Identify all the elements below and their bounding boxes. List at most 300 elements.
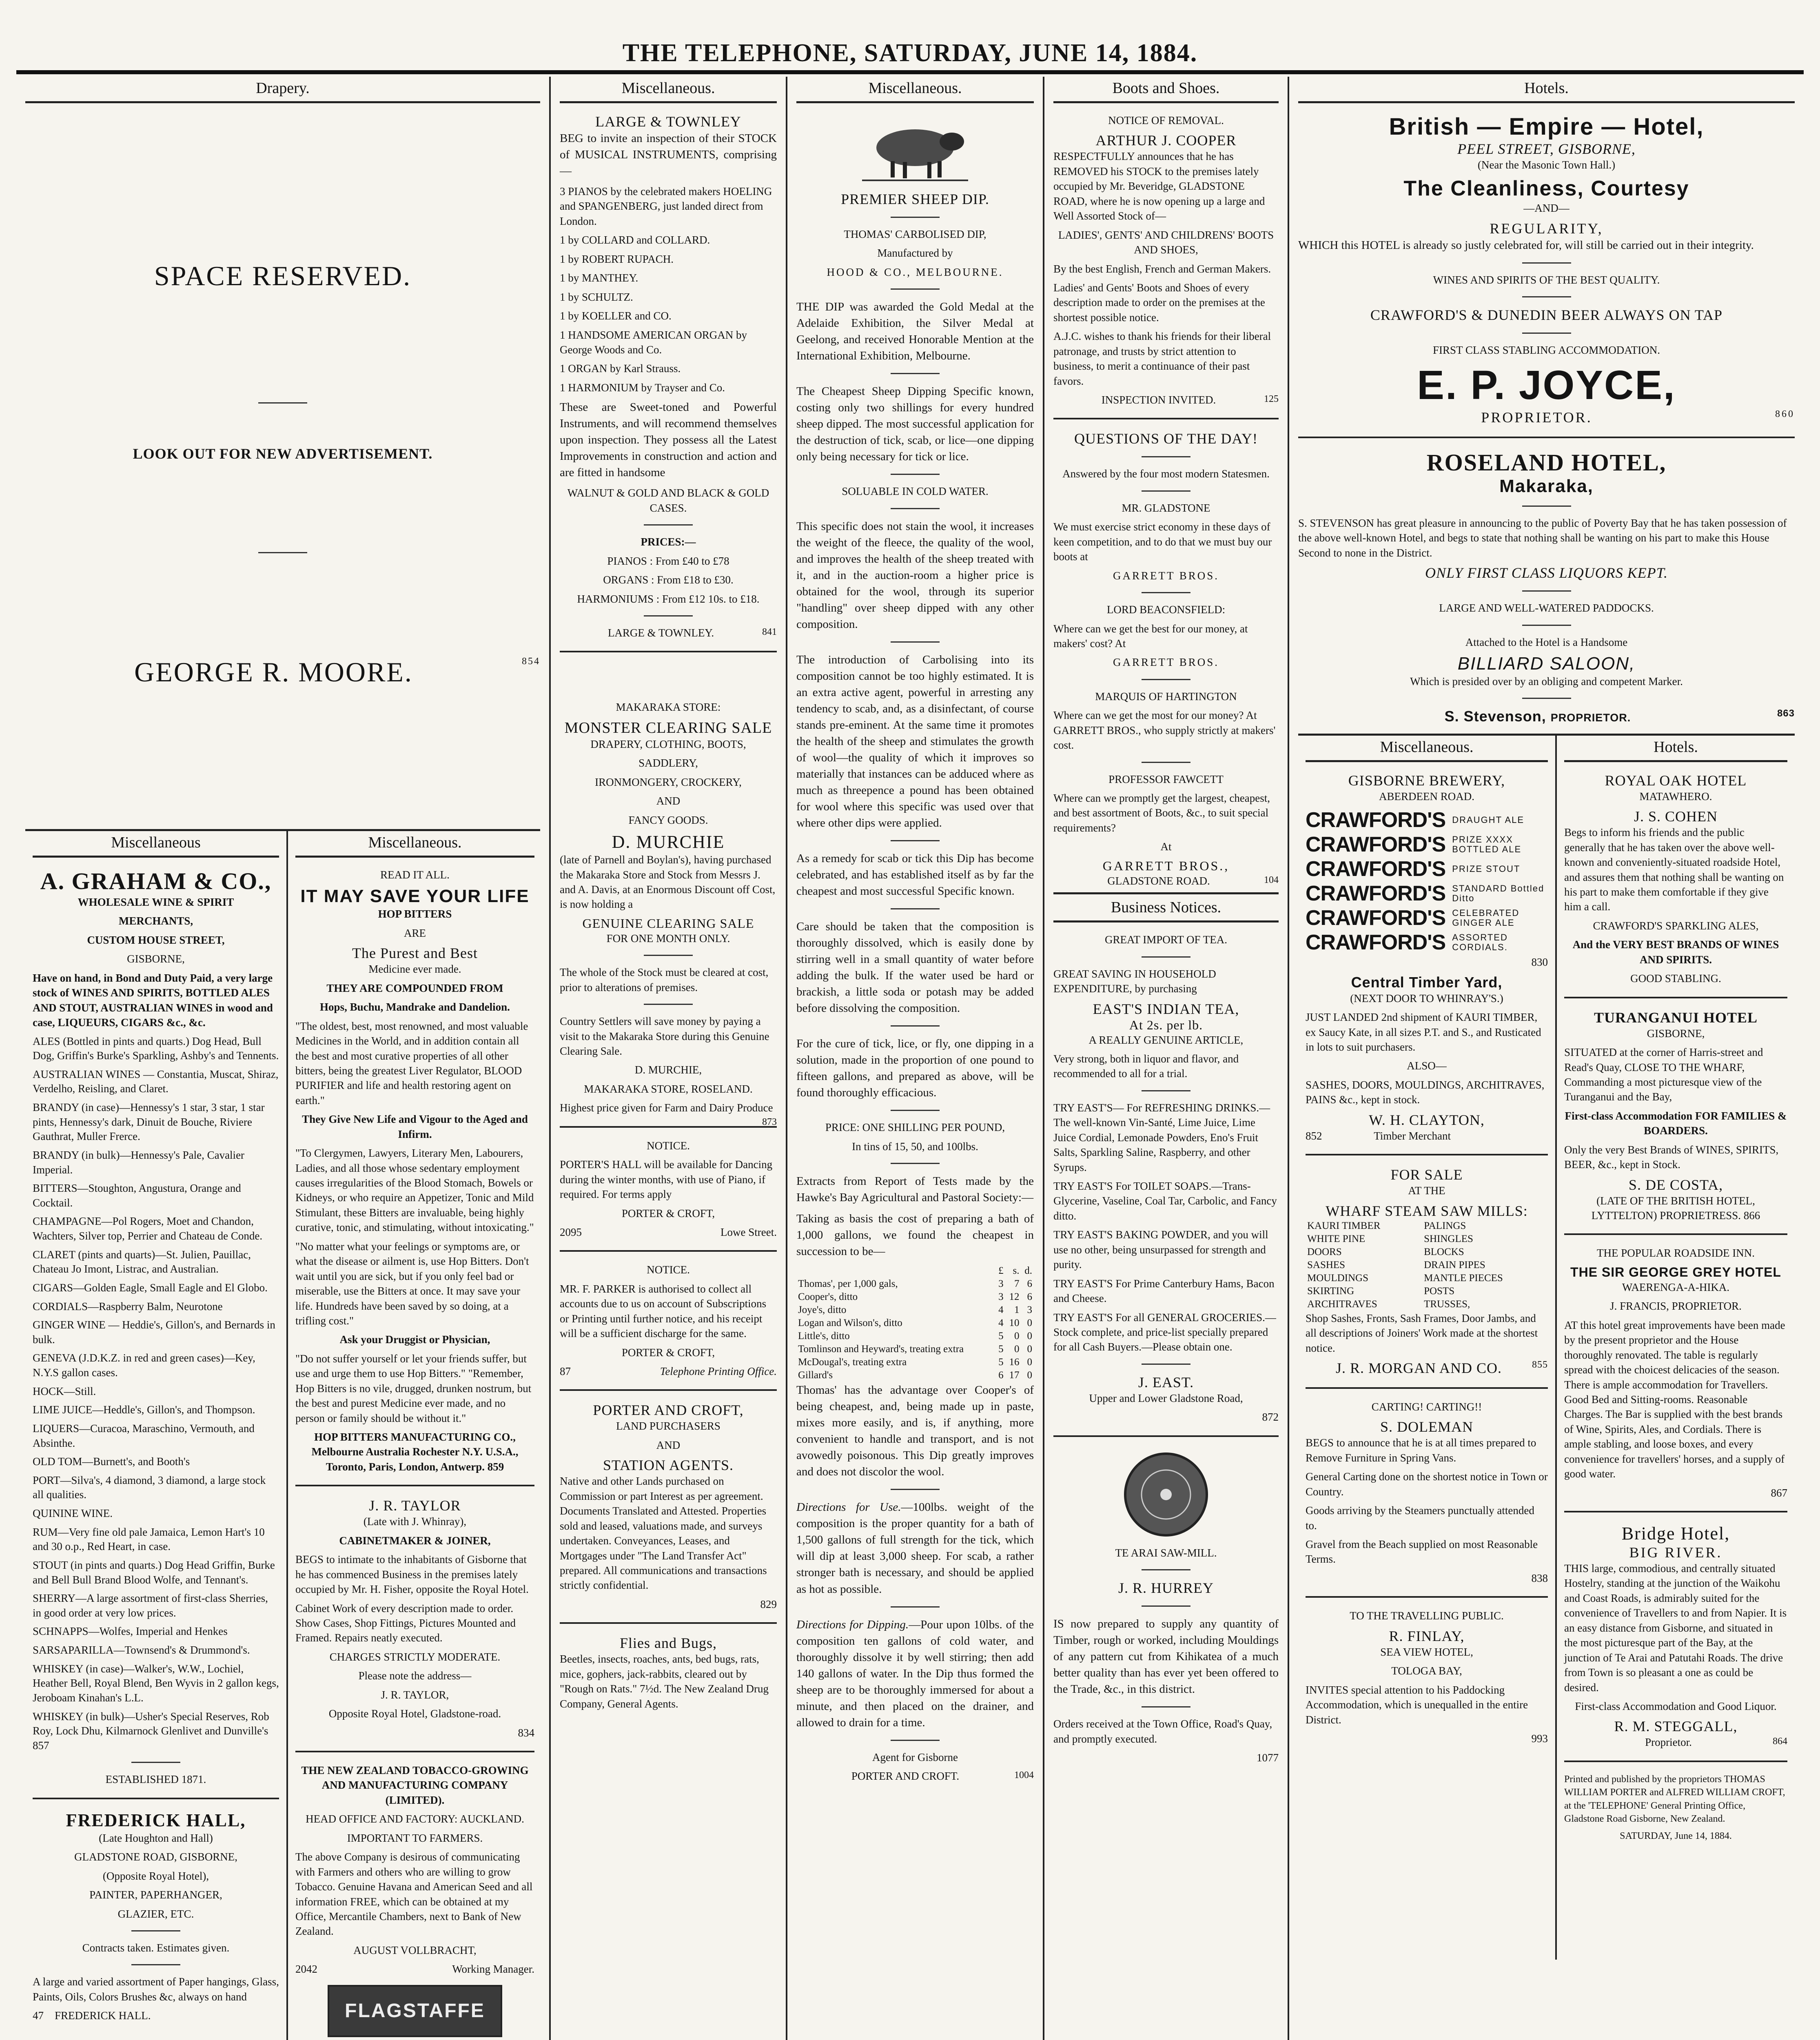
pc-num: 829 (760, 1598, 777, 1610)
divider (1522, 590, 1571, 592)
royal-oak-wines: And the VERY BEST BRANDS OF WINES AND SPIRITS. (1572, 938, 1779, 966)
table-cell: Logan and Wilson's, ditto (798, 1317, 902, 1329)
space-reserved: SPACE RESERVED. (154, 260, 412, 291)
divider (1306, 1154, 1548, 1155)
lt-item: 1 by SCHULTZ. (560, 290, 633, 303)
fh-contracts: Contracts taken. Estimates given. (82, 1942, 230, 1954)
hurrey-orders: Orders received at the Town Office, Road's Quay, and promptly executed. (1053, 1718, 1272, 1745)
monster-sale: MONSTER CLEARING SALE (564, 719, 772, 736)
graham-item: CHAMPAGNE—Pol Rogers, Moet and Chandon, Wachters, Silver top, Perrier and Chateau de Conde. (33, 1215, 263, 1242)
graham-item: CORDIALS—Raspberry Balm, Neurotone (33, 1300, 223, 1313)
be-street: PEEL STREET, GISBORNE, (1457, 141, 1636, 157)
cooper-goods: LADIES', GENTS' AND CHILDRENS' BOOTS AND SHOES, (1058, 228, 1274, 256)
divider (1564, 1233, 1787, 1235)
table-row (1306, 1285, 1548, 1298)
graham-item: GENEVA (J.D.K.Z. in red and green cases)—Key, N.Y.S gallon cases. (33, 1352, 255, 1379)
be-regularity: REGULARITY, (1490, 220, 1603, 237)
carting-name: S. DOLEMAN (1380, 1419, 1473, 1435)
divider (891, 840, 940, 841)
tobacco-important: IMPORTANT TO FARMERS. (347, 1832, 483, 1844)
lt-item: 1 by MANTHEY. (560, 272, 638, 284)
graham-item: QUININE WINE. (33, 1507, 113, 1519)
hop-sub: Hops, Buchu, Mandrake and Dandelion. (320, 1001, 510, 1013)
table-row (796, 1369, 1034, 1382)
brewery-rows (1306, 808, 1548, 955)
taylor-text: BEGS to intimate to the inhabitants of Gisborne that he has commenced Business in the premises lately occupied by Mr. H. Fisher, opposite the Royal Hotel. (295, 1553, 529, 1596)
bridge-place: BIG RIVER. (1629, 1544, 1722, 1561)
brewery-brand: CRAWFORD'S (1306, 882, 1446, 906)
hop-sub: Medicine ever made. (368, 963, 461, 976)
table-row (796, 1291, 1034, 1304)
table-cell: ARCHITRAVES (1307, 1298, 1377, 1310)
divider (891, 641, 940, 643)
royal-oak-name: J. S. COHEN (1634, 808, 1718, 825)
graham-item: BITTERS—Stoughton, Angustura, Orange and Cocktail. (33, 1182, 241, 1209)
table-cell: Thomas', per 1,000 gals, (798, 1278, 898, 1290)
pc-sub: AND (656, 1439, 681, 1451)
notice1-sign: PORTER & CROFT, (621, 1207, 715, 1220)
subcol-graham (25, 831, 286, 2040)
table-cell: 0 (1027, 1357, 1032, 1368)
hotels-subcolumns (1298, 734, 1795, 1960)
table-cell: 6 (1027, 1291, 1032, 1303)
graham-item: STOUT (in pints and quarts.) Dog Head Griffin, Burke and Bell Bull Brand Blood Wolfe, and Tennant's. (33, 1559, 275, 1586)
brewery-road: ABERDEEN ROAD. (1379, 790, 1474, 803)
taylor-addr: Please note the address— (358, 1670, 472, 1682)
section-header-drapery: Drapery. (25, 77, 540, 103)
carting-text: BEGS to announce that he is at all times prepared to Remove Furniture in Spring Vans. (1306, 1437, 1536, 1464)
table-cell: SASHES (1307, 1259, 1346, 1271)
graham-item: HOCK—Still. (33, 1385, 96, 1397)
qd-text: Where can we promptly get the largest, cheapest, and best assortment of Boots, &c., to suit special requirements? (1053, 792, 1270, 834)
tobacco-sign2: 2042 Working Manager. (295, 1963, 534, 1976)
divider (1142, 956, 1190, 958)
one-month: FOR ONE MONTH ONLY. (606, 932, 730, 945)
table-cell: TRUSSES, (1424, 1298, 1470, 1310)
table-cell: 0 (1027, 1344, 1032, 1355)
be-and: —AND— (1523, 202, 1570, 215)
grey-num: 867 (1771, 1486, 1787, 1499)
graham-item: RUM—Very fine old pale Jamaica, Lemon Hart's 10 and 30 o.p., Red Heart, in case. (33, 1526, 265, 1553)
fh-line: (Opposite Royal Hotel), (102, 1869, 209, 1882)
east-item: TRY EAST'S BAKING POWDER, and you will use no other, being unsurpassed for strength and purity. (1053, 1228, 1268, 1271)
timber-merchant: 852 Timber Merchant (1306, 1129, 1451, 1142)
table-cell: 5 (998, 1357, 1004, 1368)
porter-croft-title: PORTER AND CROFT, (593, 1402, 744, 1419)
qd-at: At (1160, 840, 1172, 853)
section-header-misc-3: Miscellaneous. (796, 77, 1034, 103)
roseland-text: S. STEVENSON has great pleasure in announcing to the public of Poverty Bay that he has taken possession of the above well-known Hotel, and begs to state that nothing shall be wanting on his part to make this House Second to none in the District. (1298, 517, 1787, 559)
divider (1142, 592, 1190, 593)
graham-sub: GISBORNE, (127, 953, 185, 965)
table-cell: 0 (1014, 1344, 1020, 1355)
sheep-sub: Manufactured by (877, 247, 953, 259)
divider (560, 1622, 777, 1624)
royal-oak-text: Begs to inform his friends and the public generally that he has taken over the above well-known and conveniently-situated roadside Hotel, and assures them that nothing shall be wanting on his part to make them comfortable if they give him a call. (1564, 826, 1784, 913)
divider (891, 1110, 940, 1111)
fh-line: (Late Houghton and Hall) (99, 1832, 213, 1844)
makaraka-store: MAKARAKA STORE: (616, 701, 721, 714)
divider (891, 508, 940, 509)
divider (131, 1964, 180, 1965)
bridge-title: Bridge Hotel, (1621, 1523, 1730, 1544)
taylor-text: Cabinet Work of every description made to order. Show Cases, Shop Fittings, Pictures Mounted and Framed. Repairs neatly executed. (295, 1602, 516, 1644)
lt-prices-head: PRICES:— (641, 536, 696, 548)
hop-quote: "The oldest, best, most renowned, and most valuable Medicines in the World, and in addition contain all the best and most curative properties of all other bitters, being the greatest Liver Regulator, BLOOD PURIFIER and life and health restoring agent on earth." (295, 1020, 528, 1106)
bridge-text: THIS large, commodious, and centrally situated Hostelry, standing at the junction of the Waikohu and Coast Roads, is admirably suited for the convenience of Travellers to and from Napier. It is an easy distance from Gisborne, and situated in the most picturesque part of the Bay, at the junction of Te Arai and Patutahi Roads. The drive from Town is so pleasant a one as could be desired. (1564, 1562, 1787, 1694)
be-text: WHICH this HOTEL is already so justly celebrated for, will still be carried out in their integrity. (1298, 238, 1754, 252)
masthead-rule (16, 70, 1804, 74)
graham-list (33, 1034, 279, 1753)
notice2-head: NOTICE. (647, 1264, 690, 1276)
hurrey-text: IS now prepared to supply any quantity of Timber, rough or worked, including Mouldings of any pattern cut from Kihikatea of a much better quality than has ever yet been offered to the Trade, &c., in this district. (1053, 1617, 1279, 1696)
mk-good: FANCY GOODS. (628, 814, 708, 826)
tea-text: GREAT SAVING IN HOUSEHOLD EXPENDITURE, by purchasing (1053, 967, 1216, 995)
sheep-cost-table (796, 1264, 1034, 1382)
table-cell: 0 (1027, 1330, 1032, 1342)
finlay-text: INVITES special attention to his Paddocking Accommodation, which is unequalled in the entire District. (1306, 1683, 1528, 1726)
sheep-p: The introduction of Carbolising into its composition cannot be too highly estimated. It is an extra active agent, powerful in arresting any tendency to scab, and, as a disinfectant, of course stands pre-eminent. At the same time it promotes the health of the sheep and stimulates the growth of wool—the quality of which it improves so materially that instances can be adduced where as much as threepence a pound has been obtained for wool where this specific was used over that where other dips were applied. (796, 653, 1034, 830)
divider (1142, 456, 1190, 457)
divider (295, 1485, 534, 1486)
notice-removal: NOTICE OF REMOVAL. (1108, 114, 1224, 126)
frederick-hall-title: FREDERICK HALL, (66, 1810, 246, 1830)
table-row (1306, 1298, 1548, 1311)
turanganui-sign: S. DE COSTA, (1628, 1176, 1723, 1193)
sheep-soluble: SOLUABLE IN COLD WATER. (842, 485, 989, 498)
fh-line: GLADSTONE ROAD, GISBORNE, (74, 1851, 238, 1863)
pc-sub: LAND PURCHASERS (616, 1420, 720, 1432)
tea-import: GREAT IMPORT OF TEA. (1105, 934, 1227, 946)
turanganui-place: GISBORNE, (1647, 1027, 1705, 1040)
column-drapery (16, 77, 551, 2040)
roseland-place: Makaraka, (1499, 476, 1594, 496)
brewery-brand: CRAWFORD'S (1306, 808, 1446, 832)
notice1-sign2: 2095 Lowe Street. (560, 1226, 777, 1238)
sheep-p: Taking as basis the cost of preparing a bath of 1,000 gallons, we found the cheapest in succession to be— (796, 1212, 1034, 1258)
hop-headline: IT MAY SAVE YOUR LIFE (300, 886, 530, 907)
qd-text: Where can we get the best for our money, at makers' cost? At (1053, 622, 1248, 650)
brewery-product: ASSORTED CORDIALS. (1452, 932, 1508, 953)
murchie-sign: D. MURCHIE, (634, 1064, 702, 1076)
section-header-boots: Boots and Shoes. (1053, 77, 1279, 103)
divider (1142, 490, 1190, 492)
table-cell: 4 (998, 1304, 1004, 1316)
divider (644, 955, 693, 956)
table-cell: Gillard's (798, 1370, 833, 1381)
mk-good: SADDLERY, (638, 757, 698, 769)
hurrey-num: 1077 (1257, 1752, 1279, 1764)
sheep-sub: HOOD & CO., MELBOURNE. (827, 266, 1004, 278)
section-header-hotels-2: Hotels. (1564, 736, 1787, 762)
divider (258, 552, 307, 553)
divider (131, 1762, 180, 1763)
table-row (796, 1343, 1034, 1356)
grey-place: WAERENGA-A-HIKA. (1622, 1281, 1730, 1293)
carting-num: 838 (1531, 1572, 1548, 1584)
taylor-charges: CHARGES STRICTLY MODERATE. (329, 1650, 501, 1663)
graham-item: WHISKEY (in bulk)—Usher's Special Reserves, Rob Roy, Lock Dhu, Kilmarnock Glenlivet and Dunville's 857 (33, 1710, 269, 1752)
lt-price: PIANOS : From £40 to £78 (607, 554, 729, 567)
cooper-text: Ladies' and Gents' Boots and Shoes of every description made to order on the premises at the shortest possible notice. (1053, 281, 1265, 324)
be-wines: WINES AND SPIRITS OF THE BEST QUALITY. (1433, 273, 1660, 286)
roseland-liquors: ONLY FIRST CLASS LIQUORS KEPT. (1425, 565, 1668, 581)
divider (1142, 1605, 1190, 1607)
east-item: TRY EAST'S— For REFRESHING DRINKS.—The well-known Vin-Santé, Lime Juice, Lime Juice Cordial, Lemonade Powders, Eno's Fruit Salts, Sparkling Saline, Raspberry, and other Syrups. (1053, 1101, 1270, 1173)
be-prop: PROPRIETOR. 860 (1481, 408, 1795, 426)
graham-item: AUSTRALIAN WINES — Constantia, Muscat, Shiraz, Verdelho, Reisling, and Claret. (33, 1068, 279, 1095)
section-header-misc-5: Miscellaneous. (1306, 736, 1548, 762)
timber-text: JUST LANDED 2nd shipment of KAURI TIMBER, ex Saucy Kate, in all sizes P.T. and S., and Rusticated in lots to suit purchasers. (1306, 1011, 1541, 1053)
mk-good: DRAPERY, CLOTHING, BOOTS, (590, 738, 746, 750)
notice2-sign2: 87 Telephone Printing Office. (560, 1365, 777, 1377)
be-cleanliness: The Cleanliness, Courtesy (1403, 177, 1689, 201)
tobacco-sign: AUGUST VOLLBRACHT, (353, 1944, 477, 1956)
divider (1522, 296, 1571, 297)
sheep-agent: Agent for Gisborne (872, 1751, 958, 1763)
lt-sign: LARGE & TOWNLEY. 841 (607, 627, 777, 639)
east-addr: Upper and Lower Gladstone Road, (1089, 1392, 1243, 1404)
divider (1522, 333, 1571, 334)
be-near: (Near the Masonic Town Hall.) (1477, 159, 1616, 171)
east-num: 872 (1262, 1411, 1279, 1424)
table-row (796, 1304, 1034, 1317)
notice1-text: PORTER'S HALL will be available for Dancing during the winter months, with use of Piano, if required. For terms apply (560, 1158, 773, 1201)
timber-text2: SASHES, DOORS, MOULDINGS, ARCHITRAVES, PAINS &c., kept in stock. (1306, 1078, 1545, 1106)
bridge-sign: R. M. STEGGALL, (1614, 1718, 1738, 1735)
lt-price: HARMONIUMS : From £12 10s. to £18. (577, 592, 760, 605)
brewery-product: STANDARD Bottled Ditto (1452, 883, 1545, 904)
divider (1522, 262, 1571, 264)
divider (1306, 1387, 1548, 1389)
table-header-cell: d. (1024, 1265, 1032, 1277)
table-cell: 7 (1014, 1278, 1020, 1290)
column-boots (1044, 77, 1289, 2040)
sheep-icon (854, 113, 976, 186)
table-cell: Little's, ditto (798, 1330, 850, 1342)
brewery-brand: CRAWFORD'S (1306, 833, 1446, 857)
divider (891, 1163, 940, 1164)
lt-intro: BEG to invite an inspection of their STOCK of MUSICAL INSTRUMENTS, comprising— (560, 132, 777, 178)
table-cell: 0 (1027, 1370, 1032, 1381)
sheep-price: PRICE: ONE SHILLING PER POUND, (825, 1121, 1005, 1134)
table-cell: WHITE PINE (1307, 1233, 1366, 1244)
divider (891, 1606, 940, 1608)
tobacco-title: THE NEW ZEALAND TOBACCO-GROWING AND MANUFACTURING COMPANY (LIMITED). (301, 1764, 529, 1806)
divider (891, 288, 940, 290)
divider (1142, 1090, 1190, 1091)
table-cell: 5 (998, 1330, 1004, 1342)
sheep-dip-title: PREMIER SHEEP DIP. (841, 191, 989, 207)
section-header-misc-a: Miscellaneous (33, 831, 279, 858)
table-cell: 12 (1009, 1291, 1020, 1303)
divider (891, 908, 940, 909)
grey-prop: J. FRANCIS, PROPRIETOR. (1610, 1300, 1742, 1313)
table-cell: 3 (998, 1278, 1004, 1290)
table-row (1306, 1259, 1548, 1272)
murchie-title: D. MURCHIE (612, 832, 725, 852)
qd-text: We must exercise strict economy in these days of keen competition, and to do that we must buy our boots at (1053, 521, 1272, 563)
brewery-row (1306, 808, 1548, 832)
table-row (796, 1277, 1034, 1291)
hop-sub: Ask your Druggist or Physician, (339, 1333, 490, 1346)
for-sale-mills: WHARF STEAM SAW MILLS: (1326, 1202, 1528, 1219)
divider (1142, 679, 1190, 680)
table-cell: PALINGS (1424, 1220, 1466, 1231)
east-item: TRY EAST'S For TOILET SOAPS.—Trans-Glycerine, Vaseline, Coal Tar, Carbolic, and Fancy ditto. (1053, 1180, 1277, 1222)
turanganui-text2: Only the very Best Brands of WINES, SPIRITS, BEER, &c., kept in Stock. (1564, 1143, 1779, 1171)
turanganui-title: TURANGANUI HOTEL (1594, 1009, 1758, 1026)
divider (1053, 1435, 1279, 1437)
table-cell: 16 (1009, 1357, 1020, 1368)
lt-item: 1 HARMONIUM by Trayser and Co. (560, 381, 725, 394)
imprint: Printed and published by the proprietors THOMAS WILLIAM PORTER and ALFRED WILLIAM CROFT, at the 'TELEPHONE' General Printing Office, Gladstone Road Gisborne, New Zealand. (1564, 1774, 1785, 1824)
turanganui-late: (LATE OF THE BRITISH HOTEL, LYTTELTON) PROPRIETRESS. 866 (1591, 1194, 1760, 1222)
cooper-text: By the best English, French and German Makers. (1053, 262, 1271, 275)
divider (1142, 1569, 1190, 1570)
graham-item: GINGER WINE — Heddie's, Gillon's, and Bernards in bulk. (33, 1319, 275, 1346)
divider (891, 474, 940, 475)
graham-item: PORT—Silva's, 4 diamond, 3 diamond, a large stock all qualities. (33, 1474, 266, 1501)
misc-subcolumns (25, 829, 540, 2040)
table-cell: 1 (1014, 1304, 1020, 1316)
finlay-num: 993 (1531, 1732, 1548, 1745)
brewery-row (1306, 881, 1548, 906)
morgan-sign: J. R. MORGAN AND CO. 855 (1335, 1359, 1548, 1376)
pc-text: Native and other Lands purchased on Commission or part Interest as per agreement. Documents Translated and Attested. Properties sold and leased, valuations made, and surveys undertaken. Conveyances, Leases, and Mortgages under "The Land Transfer Act" prepared. All communications and transactions strictly confidential. (560, 1475, 767, 1592)
divider (560, 1250, 777, 1252)
qd-road: GLADSTONE ROAD. 104 (1107, 874, 1279, 887)
divider (891, 1489, 940, 1490)
finlay-place: TOLOGA BAY, (1391, 1665, 1462, 1677)
divider (1142, 1706, 1190, 1707)
roseland-billiard: BILLIARD SALOON, (1457, 653, 1636, 674)
brewery-product: PRIZE STOUT (1452, 864, 1521, 874)
hop-sub: The Purest and Best (352, 945, 478, 962)
table-row (796, 1317, 1034, 1330)
divider (1522, 625, 1571, 626)
for-sale-table (1306, 1220, 1548, 1311)
table-cell: 3 (1027, 1304, 1032, 1316)
timber-yard-title: Central Timber Yard, (1351, 973, 1503, 991)
table-header-cell: £ (998, 1265, 1004, 1277)
lt-price: ORGANS : From £18 to £30. (603, 574, 734, 586)
hurrey-title: J. R. HURREY (1118, 1580, 1214, 1597)
graham-item: LIME JUICE—Heddle's, Gillon's, and Thompson. (33, 1404, 255, 1416)
graham-item: LIQUERS—Curacoa, Maraschino, Vermouth, and Absinthe. (33, 1422, 255, 1449)
table-cell: Joye's, ditto (798, 1304, 847, 1316)
taylor-addr: J. R. TAYLOR, (381, 1688, 449, 1701)
fh-footer: 47 FREDERICK HALL. (33, 2009, 151, 2022)
subcol-hop-bitters (286, 831, 542, 2040)
table-row (1306, 1233, 1548, 1246)
divider (644, 524, 693, 526)
tobacco-text: The above Company is desirous of communicating with Farmers and others who are willing to grow Tobacco. Genuine Havana and American Seed and all information FREE, which can be obtained at my Office, Mercantile Chambers, next to Bank of New Zealand. (295, 1851, 533, 1938)
established: ESTABLISHED 1871. (105, 1773, 206, 1786)
qd-garrett: GARRETT BROS., (1102, 858, 1230, 873)
table-cell: Tomlinson and Heyward's, treating extra (798, 1344, 964, 1355)
qd-name: LORD BEACONSFIELD: (1106, 603, 1226, 616)
hop-quote: "To Clergymen, Lawyers, Literary Men, Labourers, Ladies, and all those whose sedentary employment causes irregularities of the Blood Stomach, Bowels or Kidneys, or who require an Appetizer, Tonic and Mild Stimulant, these Bitters are invaluable, being highly curative, tonic, and stimulating, without intoxicating." (295, 1147, 534, 1234)
royal-oak-title: ROYAL OAK HOTEL (1605, 772, 1747, 789)
frederick-hall-lines (33, 1831, 279, 1921)
qd-garrett: GARRETT BROS. (1113, 569, 1219, 582)
for-sale-text: Shop Sashes, Fronts, Sash Frames, Door Jambs, and all descriptions of Joiners' Work made at the shortest notice. (1306, 1312, 1538, 1354)
sheep-tins: In tins of 15, 50, and 100lbs. (852, 1140, 978, 1153)
divider (644, 1004, 693, 1005)
notice2-text: MR. F. PARKER is authorised to collect all accounts due to us on account of Subscriptions or Printing until further notice, and his receipt will be a sufficient discharge for the same. (560, 1282, 767, 1340)
carting-text: Goods arriving by the Steamers punctually attended to. (1306, 1504, 1534, 1532)
divider (560, 651, 777, 652)
hop-sub: ARE (404, 927, 426, 939)
column-hotels (1289, 77, 1804, 2040)
section-header-misc-2: Miscellaneous. (560, 77, 777, 103)
table-header-cell (796, 1264, 995, 1277)
notice1-head: NOTICE. (647, 1139, 690, 1152)
brewery-title: GISBORNE BREWERY, (1348, 772, 1505, 789)
turanganui-text: SITUATED at the corner of Harris-street and Read's Quay, CLOSE TO THE WHARF, Commanding a most picturesque view of the Turanganui and the Bay, (1564, 1046, 1763, 1103)
royal-oak-stabling: GOOD STABLING. (1630, 972, 1721, 985)
taylor-num: 834 (518, 1726, 534, 1739)
royal-oak-place: MATAWHERO. (1639, 790, 1712, 803)
section-header-misc-b: Miscellaneous. (295, 831, 534, 858)
table-row (1306, 1272, 1548, 1285)
hop-company: HOP BITTERS MANUFACTURING CO., Melbourne Australia Rochester N.Y. U.S.A., Toronto, Paris, London, Antwerp. 859 (311, 1431, 519, 1473)
flies-head: Flies and Bugs, (619, 1635, 717, 1652)
british-empire-title: British — Empire — Hotel, (1389, 113, 1704, 140)
be-joyce: E. P. JOYCE, (1417, 362, 1676, 408)
qd-text: Where can we get the most for our money? At GARRETT BROS., who supply strictly at makers' cost. (1053, 709, 1276, 752)
divider (1306, 1596, 1548, 1598)
fh-note: A large and varied assortment of Paper hangings, Glass, Paints, Oils, Colors Brushes &c, always on hand (33, 1976, 279, 2003)
divider (891, 373, 940, 374)
hop-quote: "No matter what your feelings or symptoms are, or what the disease or ailment is, use Hop Bitters. Don't wait until you are sick, but if you only feel bad or miserable, use the Bitters at once. It may save your life. Hundreds have been saved by so doing, at a trifling cost." (295, 1240, 529, 1327)
roseland-sign: S. Stevenson, PROPRIETOR. 863 (1444, 708, 1795, 725)
table-cell: KAURI TIMBER (1307, 1220, 1381, 1231)
table-cell: 6 (998, 1370, 1004, 1381)
sheep-sub: THOMAS' CARBOLISED DIP, (844, 228, 986, 240)
sheep-p: Care should be taken that the composition is thoroughly dissolved, which is easily done by stirring well in a small quantity of water before adding the bulk. If the water used be hard or brackish, a little soda or potash may be added before dissolving the composition. (796, 920, 1034, 1015)
table-row (796, 1356, 1034, 1369)
lt-prices (560, 554, 777, 606)
east-list (1053, 1100, 1279, 1355)
lt-text: These are Sweet-toned and Powerful Instruments, and will recommend themselves upon inspection. They possess all the Latest Improvements in construction and action and are fitted in handsome (560, 401, 777, 479)
lt-item: 1 ORGAN by Karl Strauss. (560, 362, 681, 375)
carting-title: CARTING! CARTING!! (1371, 1400, 1482, 1413)
graham-item: WHISKEY (in case)—Walker's, W.W., Lochiel, Heather Bell, Royal Blend, Ben Wyvis in 2 gallon kegs, Jeroboam Kinahan's L.L. (33, 1662, 279, 1704)
tea-desc: Very strong, both in liquor and flavor, and recommended to all for a trial. (1053, 1052, 1239, 1080)
carting-text: General Carting done on the shortest notice in Town or Country. (1306, 1470, 1548, 1498)
graham-item: SCHNAPPS—Wolfes, Imperial and Henkes (33, 1625, 228, 1638)
hop-sub: They Give New Life and Vigour to the Aged and Infirm. (302, 1113, 528, 1140)
divider (1564, 1761, 1787, 1762)
cooper-text: A.J.C. wishes to thank his friends for their liberal patronage, and trusts by strict attention to business, to merit a continuance of their past favors. (1053, 330, 1271, 387)
table-cell: 10 (1009, 1317, 1020, 1329)
sheep-p: The Cheapest Sheep Dipping Specific known, costing only two shillings for every hundred sheep dipped. The most successful application for the destruction of tick, scab, or lice—one dipping only being necessary for tick or lice. (796, 385, 1034, 463)
mk-goods (560, 737, 777, 827)
qd-name: PROFESSOR FAWCETT (1108, 773, 1224, 785)
qd-answer: Answered by the four most modern Statesmen. (1062, 468, 1270, 480)
mk-good: AND (656, 795, 681, 807)
murchie-text2: The whole of the Stock must be cleared at cost, prior to alterations of premises. (560, 966, 769, 993)
graham-intro: Have on hand, in Bond and Duty Paid, a very large stock of WINES AND SPIRITS, BOTTLED ALES AND STOUT, AUSTRALIAN WINES in wood and case, LIQUEURS, CIGARS &c., &c. (33, 971, 273, 1029)
george-moore: GEORGE R. MOORE. 854 (134, 656, 540, 687)
divider (891, 1025, 940, 1027)
brewery-row (1306, 857, 1548, 881)
graham-item: OLD TOM—Burnett's, and Booth's (33, 1455, 190, 1468)
royal-oak-ales: CRAWFORD'S SPARKLING ALES, (1593, 919, 1759, 932)
sheep-dipping: Directions for Dipping.—Pour upon 10lbs. of the composition ten gallons of cold water, and thoroughly dissolve it by well stirring; then add 140 gallons of water. In the Dip thus formed the sheep are to be thoroughly immersed for about a minute, and then placed on the drainer, and allowed to drain for a time. (796, 1618, 1034, 1729)
